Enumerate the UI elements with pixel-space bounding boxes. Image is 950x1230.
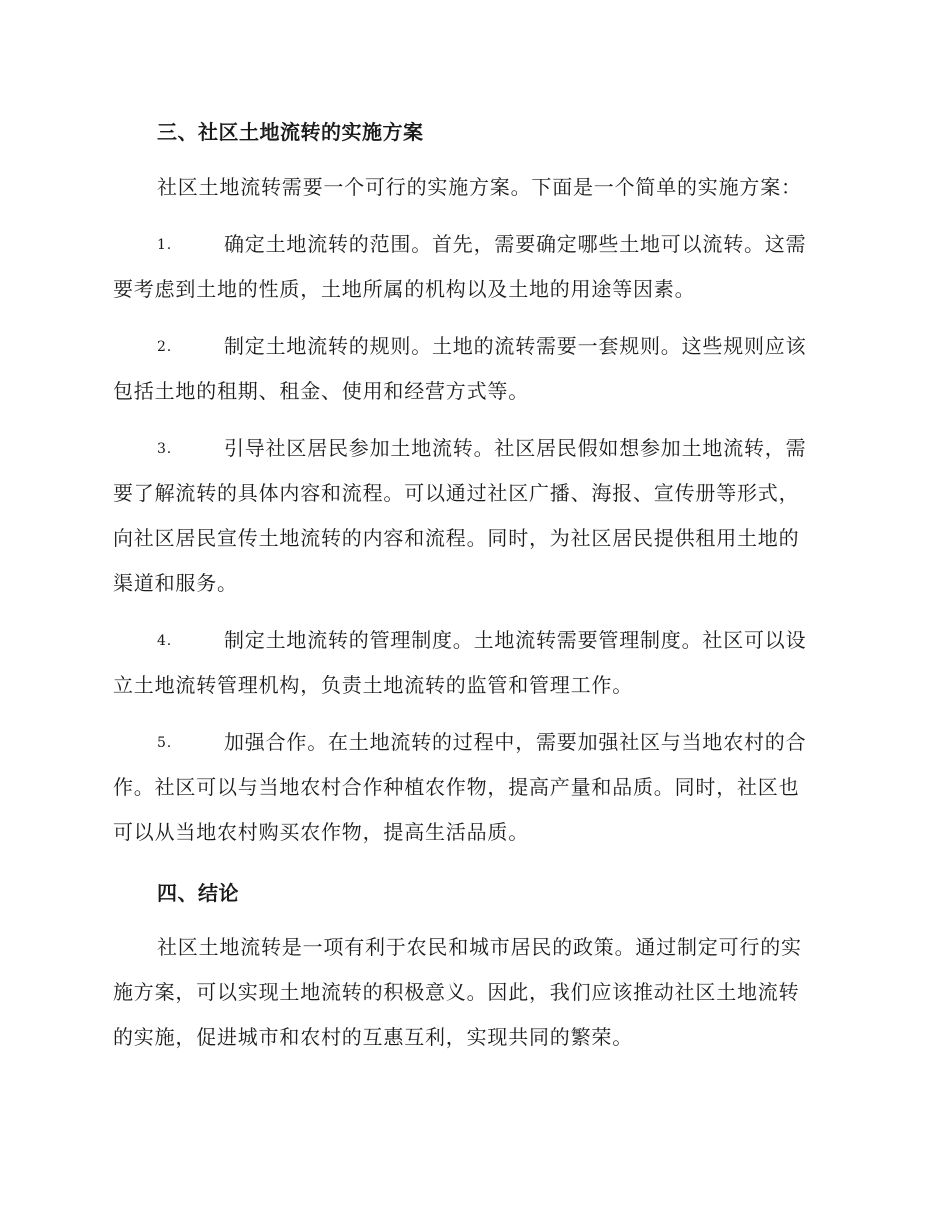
list-item-1 xyxy=(113,222,833,312)
section-4-heading: 四、结论 xyxy=(157,881,239,905)
list-item-2 xyxy=(113,324,833,414)
item-text-line: 作。社区可以与当地农村合作种植农作物，提高产量和品质。同时，社区也 xyxy=(113,775,800,799)
item-text-line: 加强合作。在土地流转的过程中，需要加强社区与当地农村的合 xyxy=(224,730,807,754)
item-text-line: 包括土地的租期、租金、使用和经营方式等。 xyxy=(113,379,529,403)
item-text-line: 引导社区居民参加土地流转。社区居民假如想参加土地流转，需 xyxy=(224,436,807,460)
section-3-heading: 三、社区土地流转的实施方案 xyxy=(157,120,424,144)
item-number: 4. xyxy=(157,633,172,649)
conclusion-paragraph xyxy=(113,925,833,1060)
item-text-line: 立土地流转管理机构，负责土地流转的监管和管理工作。 xyxy=(113,673,633,697)
item-text-line: 可以从当地农村购买农作物，提高生活品质。 xyxy=(113,820,529,844)
item-text-line: 向社区居民宣传土地流转的内容和流程。同时，为社区居民提供租用土地的 xyxy=(113,526,800,550)
item-number: 5. xyxy=(157,735,172,751)
list-item-3 xyxy=(113,426,833,606)
conclusion-line: 社区土地流转是一项有利于农民和城市居民的政策。通过制定可行的实 xyxy=(157,935,802,959)
list-item-4 xyxy=(113,618,833,708)
item-text-line: 制定土地流转的管理制度。土地流转需要管理制度。社区可以设 xyxy=(224,628,807,652)
item-text-line: 要考虑到土地的性质，土地所属的机构以及土地的用途等因素。 xyxy=(113,277,696,301)
item-number: 2. xyxy=(157,339,172,355)
conclusion-line: 施方案，可以实现土地流转的积极意义。因此，我们应该推动社区土地流转 xyxy=(113,980,800,1004)
item-text-line: 确定土地流转的范围。首先，需要确定哪些土地可以流转。这需 xyxy=(224,232,807,256)
list-item-5 xyxy=(113,720,833,855)
conclusion-line: 的实施，促进城市和农村的互惠互利，实现共同的繁荣。 xyxy=(113,1025,633,1049)
intro-line: 社区土地流转需要一个可行的实施方案。下面是一个简单的实施方案： xyxy=(157,175,802,199)
item-text-line: 渠道和服务。 xyxy=(113,571,238,595)
item-text-line: 制定土地流转的规则。土地的流转需要一套规则。这些规则应该 xyxy=(224,334,807,358)
item-number: 1. xyxy=(157,237,172,253)
item-text-line: 要了解流转的具体内容和流程。可以通过社区广播、海报、宣传册等形式， xyxy=(113,481,800,505)
section-3-intro xyxy=(113,165,833,210)
item-number: 3. xyxy=(157,441,172,457)
